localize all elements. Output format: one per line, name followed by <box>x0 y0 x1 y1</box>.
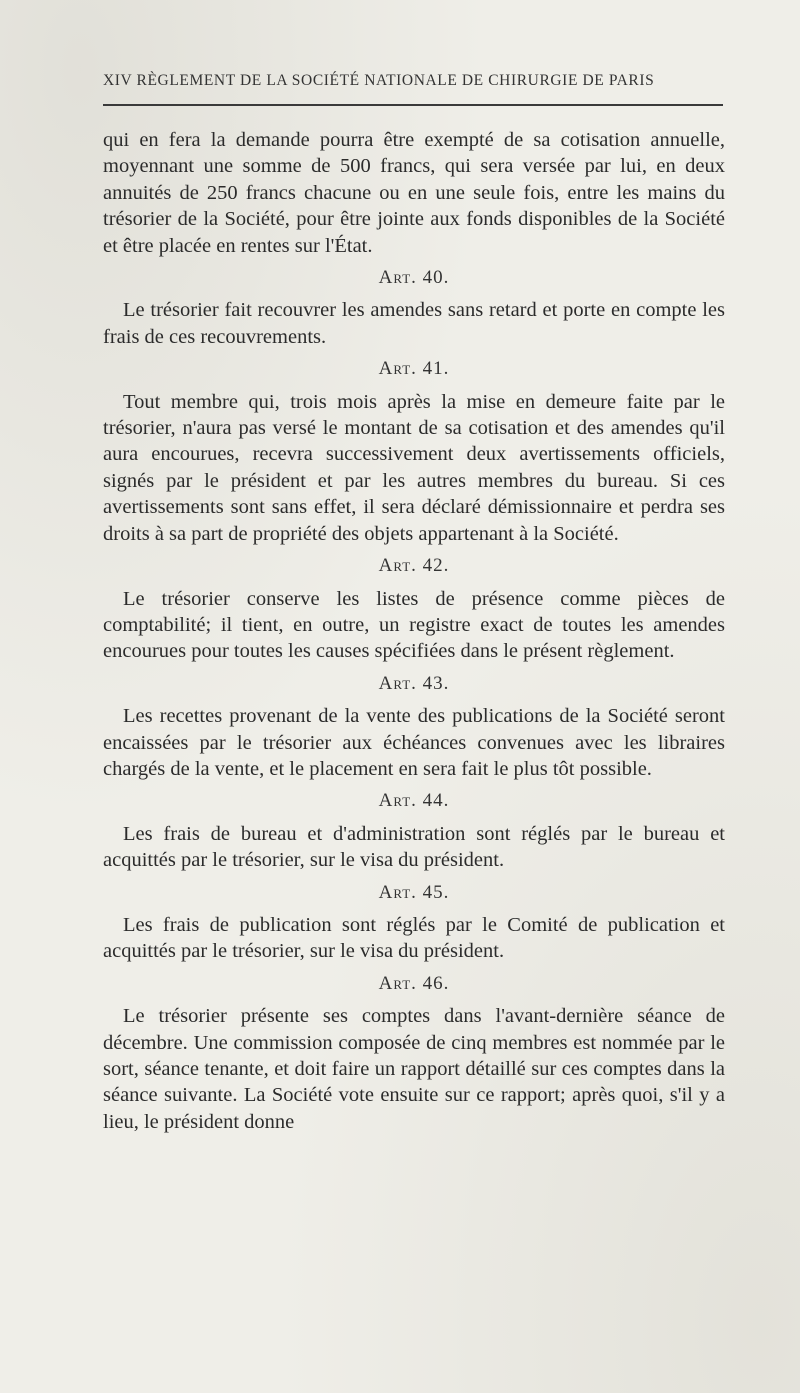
article-text: Le trésorier conserve les listes de présence comme pièces de comptabilité; il tient, en outre, un registre exact de toutes les amendes encourues pour toutes les causes spécifiées dans le présent règlement. <box>103 587 725 663</box>
page-body <box>103 127 725 1135</box>
article-text: Tout membre qui, trois mois après la mise en demeure faite par le trésorier, n'aura pas versé le montant de sa cotisation et des amendes qu'il aura encourues, recevra successivement deux avertissements officiels, signés par le président et par les autres membres du bureau. Si ces avertissements sont sans effet, il sera déclaré démissionnaire et perdra ses droits à sa part de propriété des objets appartenant à la Société. <box>103 390 725 545</box>
article-heading: Art. 45. <box>378 881 450 903</box>
article-heading: Art. 40. <box>378 267 450 289</box>
article-heading: Art. 46. <box>378 972 450 994</box>
article-heading: Art. 43. <box>378 672 450 694</box>
header-rule <box>103 104 723 106</box>
running-head: XIV RÈGLEMENT DE LA SOCIÉTÉ NATIONALE DE CHIRURGIE DE PARIS <box>103 72 655 89</box>
article-text: Les recettes provenant de la vente des publications de la Société seront encaissées par le trésorier aux échéances convenues avec les libraires chargés de la vente, et le placement en sera fait le plus tôt possible. <box>103 705 725 780</box>
article-heading: Art. 44. <box>378 790 450 812</box>
article-text: Les frais de bureau et d'administration sont réglés par le bureau et acquittés par le trésorier, sur le visa du président. <box>103 822 725 872</box>
article-heading: Art. 41. <box>378 358 450 380</box>
continued-paragraph: qui en fera la demande pourra être exempté de sa cotisation annuelle, moyennant une somme de 500 francs, qui sera versée par lui, en deux annuités de 250 francs chacune ou en une seule fois, entre les mains du trésorier de la Société, pour être jointe aux fonds disponibles de la Société et être placée en rentes sur l'État. <box>103 129 725 257</box>
article-text: Le trésorier fait recouvrer les amendes sans retard et porte en compte les frais de ces recouvrements. <box>103 299 725 348</box>
article-text: Les frais de publication sont réglés par le Comité de publication et acquittés par le trésorier, sur le visa du président. <box>103 913 725 963</box>
article-text: Le trésorier présente ses comptes dans l'avant-dernière séance de décembre. Une commission composée de cinq membres est nommée par le sort, séance tenante, et doit faire un rapport détaillé sur ces comptes dans la séance suivante. La Société vote ensuite sur ce rapport; après quoi, s'il y a lieu, le président donne <box>103 1005 725 1133</box>
article-heading: Art. 42. <box>378 555 450 577</box>
